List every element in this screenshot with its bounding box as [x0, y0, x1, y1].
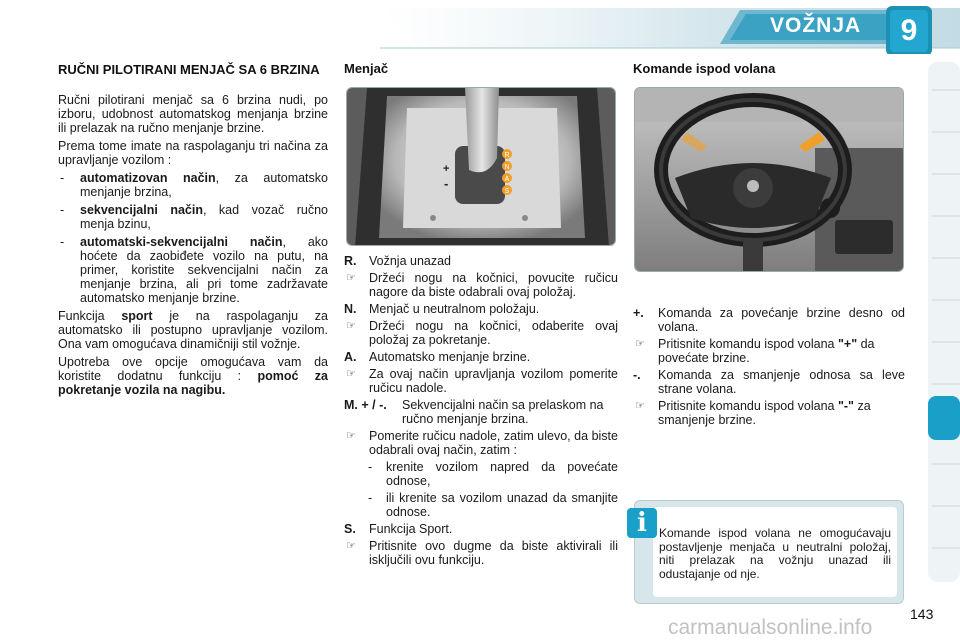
- mode-item-auto-sequential: - automatski-sekvencijalni način, ako hoćete da zaobiđete vozilo na putu, na primer, koristite sekvencijalni način za menjanje brzina, ali pri tome zadržavate automatsko menjanje brzine.: [60, 235, 328, 305]
- hill-assist-paragraph: Upotreba ove opcije omogućava vam da koristite dodatnu funkciju : pomoć za pokretanje vozila na nagibu.: [58, 355, 329, 397]
- mode-sequential-label: sekvencijalni način: [80, 203, 203, 217]
- legend-plus: +. Komanda za povećanje brzine desno od volana.: [633, 306, 905, 334]
- mode-auto-sequential-text: , ako hoćete da zaobiđete vozilo na putu, na primer, koristite sekvencijalni način za menjanje brzina, ali pri tome zadržavate automatsko menjanje brzine.: [80, 235, 328, 305]
- gear-label-a: A: [504, 176, 510, 183]
- info-icon: i: [627, 508, 657, 538]
- legend-a: A. Automatsko menjanje brzine.: [344, 350, 531, 364]
- legend-m-sub-2: - ili krenite sa vozilom unazad da smanjite odnose.: [368, 491, 618, 519]
- gear-selector-photo: [346, 87, 616, 246]
- column-steering-controls: [633, 62, 905, 76]
- section-title-gearbox: RUČNI PILOTIRANI MENJAČ SA 6 BRZINA: [58, 62, 320, 77]
- legend-m-sub-1: - krenite vozilom napred da povećate odnose,: [368, 460, 618, 488]
- gear-minus-label: -: [444, 176, 449, 191]
- watermark: carmanualsonline.info: [668, 616, 873, 639]
- legend-minus-instruction: ☞ Pritisnite komandu ispod volana "-" za smanjenje brzine.: [635, 399, 871, 427]
- section-title-selector: Menjač: [344, 61, 389, 76]
- legend-s-instruction: ☞ Pritisnite ovo dugme da biste aktivirali ili isključili ovu funkciju.: [346, 539, 618, 567]
- column-manual-gearbox: [58, 62, 328, 401]
- hill-assist-keyword: pomoć za pokretanje vozila na nagibu.: [58, 369, 329, 397]
- section-title-steering: Komande ispod volana: [633, 61, 776, 76]
- info-text: Komande ispod volana ne omogućavaju postavljenje menjača u neutralni položaj, niti prelazak na vožnju unazad ili odustajanje od nje.: [653, 507, 897, 597]
- legend-r: R. Vožnja unazad: [344, 254, 452, 268]
- legend-minus: -. Komanda za smanjenje odnosa sa leve strane volana.: [633, 368, 905, 396]
- legend-n-instruction: ☞ Držeći nogu na kočnici, odaberite ovaj položaj za pokretanje.: [346, 319, 618, 347]
- column-gear-selector: [344, 62, 618, 76]
- legend-plus-instruction: ☞ Pritisnite komandu ispod volana "+" da povećate brzine.: [635, 337, 875, 365]
- sport-paragraph: Funkcija sport je na raspolaganju za automatsko ili postupno upravljanje vozilom. Ona vam omogućava dinamičniji stil vožnje.: [58, 309, 328, 351]
- chapter-title: VOŽNJA: [770, 14, 862, 37]
- side-chapter-tabs: [928, 62, 960, 582]
- info-box: [634, 500, 904, 604]
- legend-r-instruction: ☞ Držeći nogu na kočnici, povucite ručicu nagore da biste odabrali ovaj položaj.: [346, 271, 618, 299]
- mode-auto-sequential-label: automatski-sekvencijalni način: [80, 235, 283, 249]
- intro-paragraph: Ručni pilotirani menjač sa 6 brzina nudi, po izboru, udobnost automatskog menjanja brzine ili prelazak na ručno menjanje brzine.: [58, 93, 328, 135]
- chapter-number: 9: [900, 14, 918, 47]
- steering-legend: [633, 306, 905, 430]
- mode-sequential-text: , kad vozač ručno menja bzinu,: [80, 203, 328, 231]
- legend-n: N. Menjač u neutralnom položaju.: [344, 302, 540, 316]
- sport-keyword: sport: [121, 309, 153, 323]
- mode-item-sequential: - sekvencijalni način, kad vozač ručno menja bzinu,: [60, 203, 328, 231]
- legend-a-instruction: ☞ Za ovaj način upravljanja vozilom pomerite ručicu nadole.: [346, 367, 618, 395]
- mode-automatic-text: , za automatsko menjanje brzina,: [80, 171, 328, 199]
- page-number: 143: [910, 606, 934, 622]
- legend-s: S. Funkcija Sport.: [344, 522, 453, 536]
- modes-intro: Prema tome imate na raspolaganju tri načina za upravljanje vozilom :: [58, 139, 328, 167]
- mode-item-automatic: - automatizovan način, za automatsko menjanje brzina,: [60, 171, 328, 199]
- legend-m-instruction: ☞ Pomerite ručicu nadole, zatim ulevo, da biste odabrali ovaj način, zatim :: [346, 429, 618, 457]
- legend-m: M. + / -. Sekvencijalni način sa prelaskom na ručno menjanje brzina.: [344, 398, 604, 426]
- gear-label-s: S: [504, 188, 510, 195]
- gear-label-n: N: [504, 164, 510, 171]
- steering-wheel-photo: [634, 87, 904, 272]
- gear-label-r: R: [504, 152, 510, 159]
- selector-legend: [344, 254, 618, 570]
- mode-automatic-label: automatizovan način: [80, 171, 216, 185]
- gear-plus-label: +: [443, 163, 450, 175]
- side-tabs-graphic: [928, 62, 960, 582]
